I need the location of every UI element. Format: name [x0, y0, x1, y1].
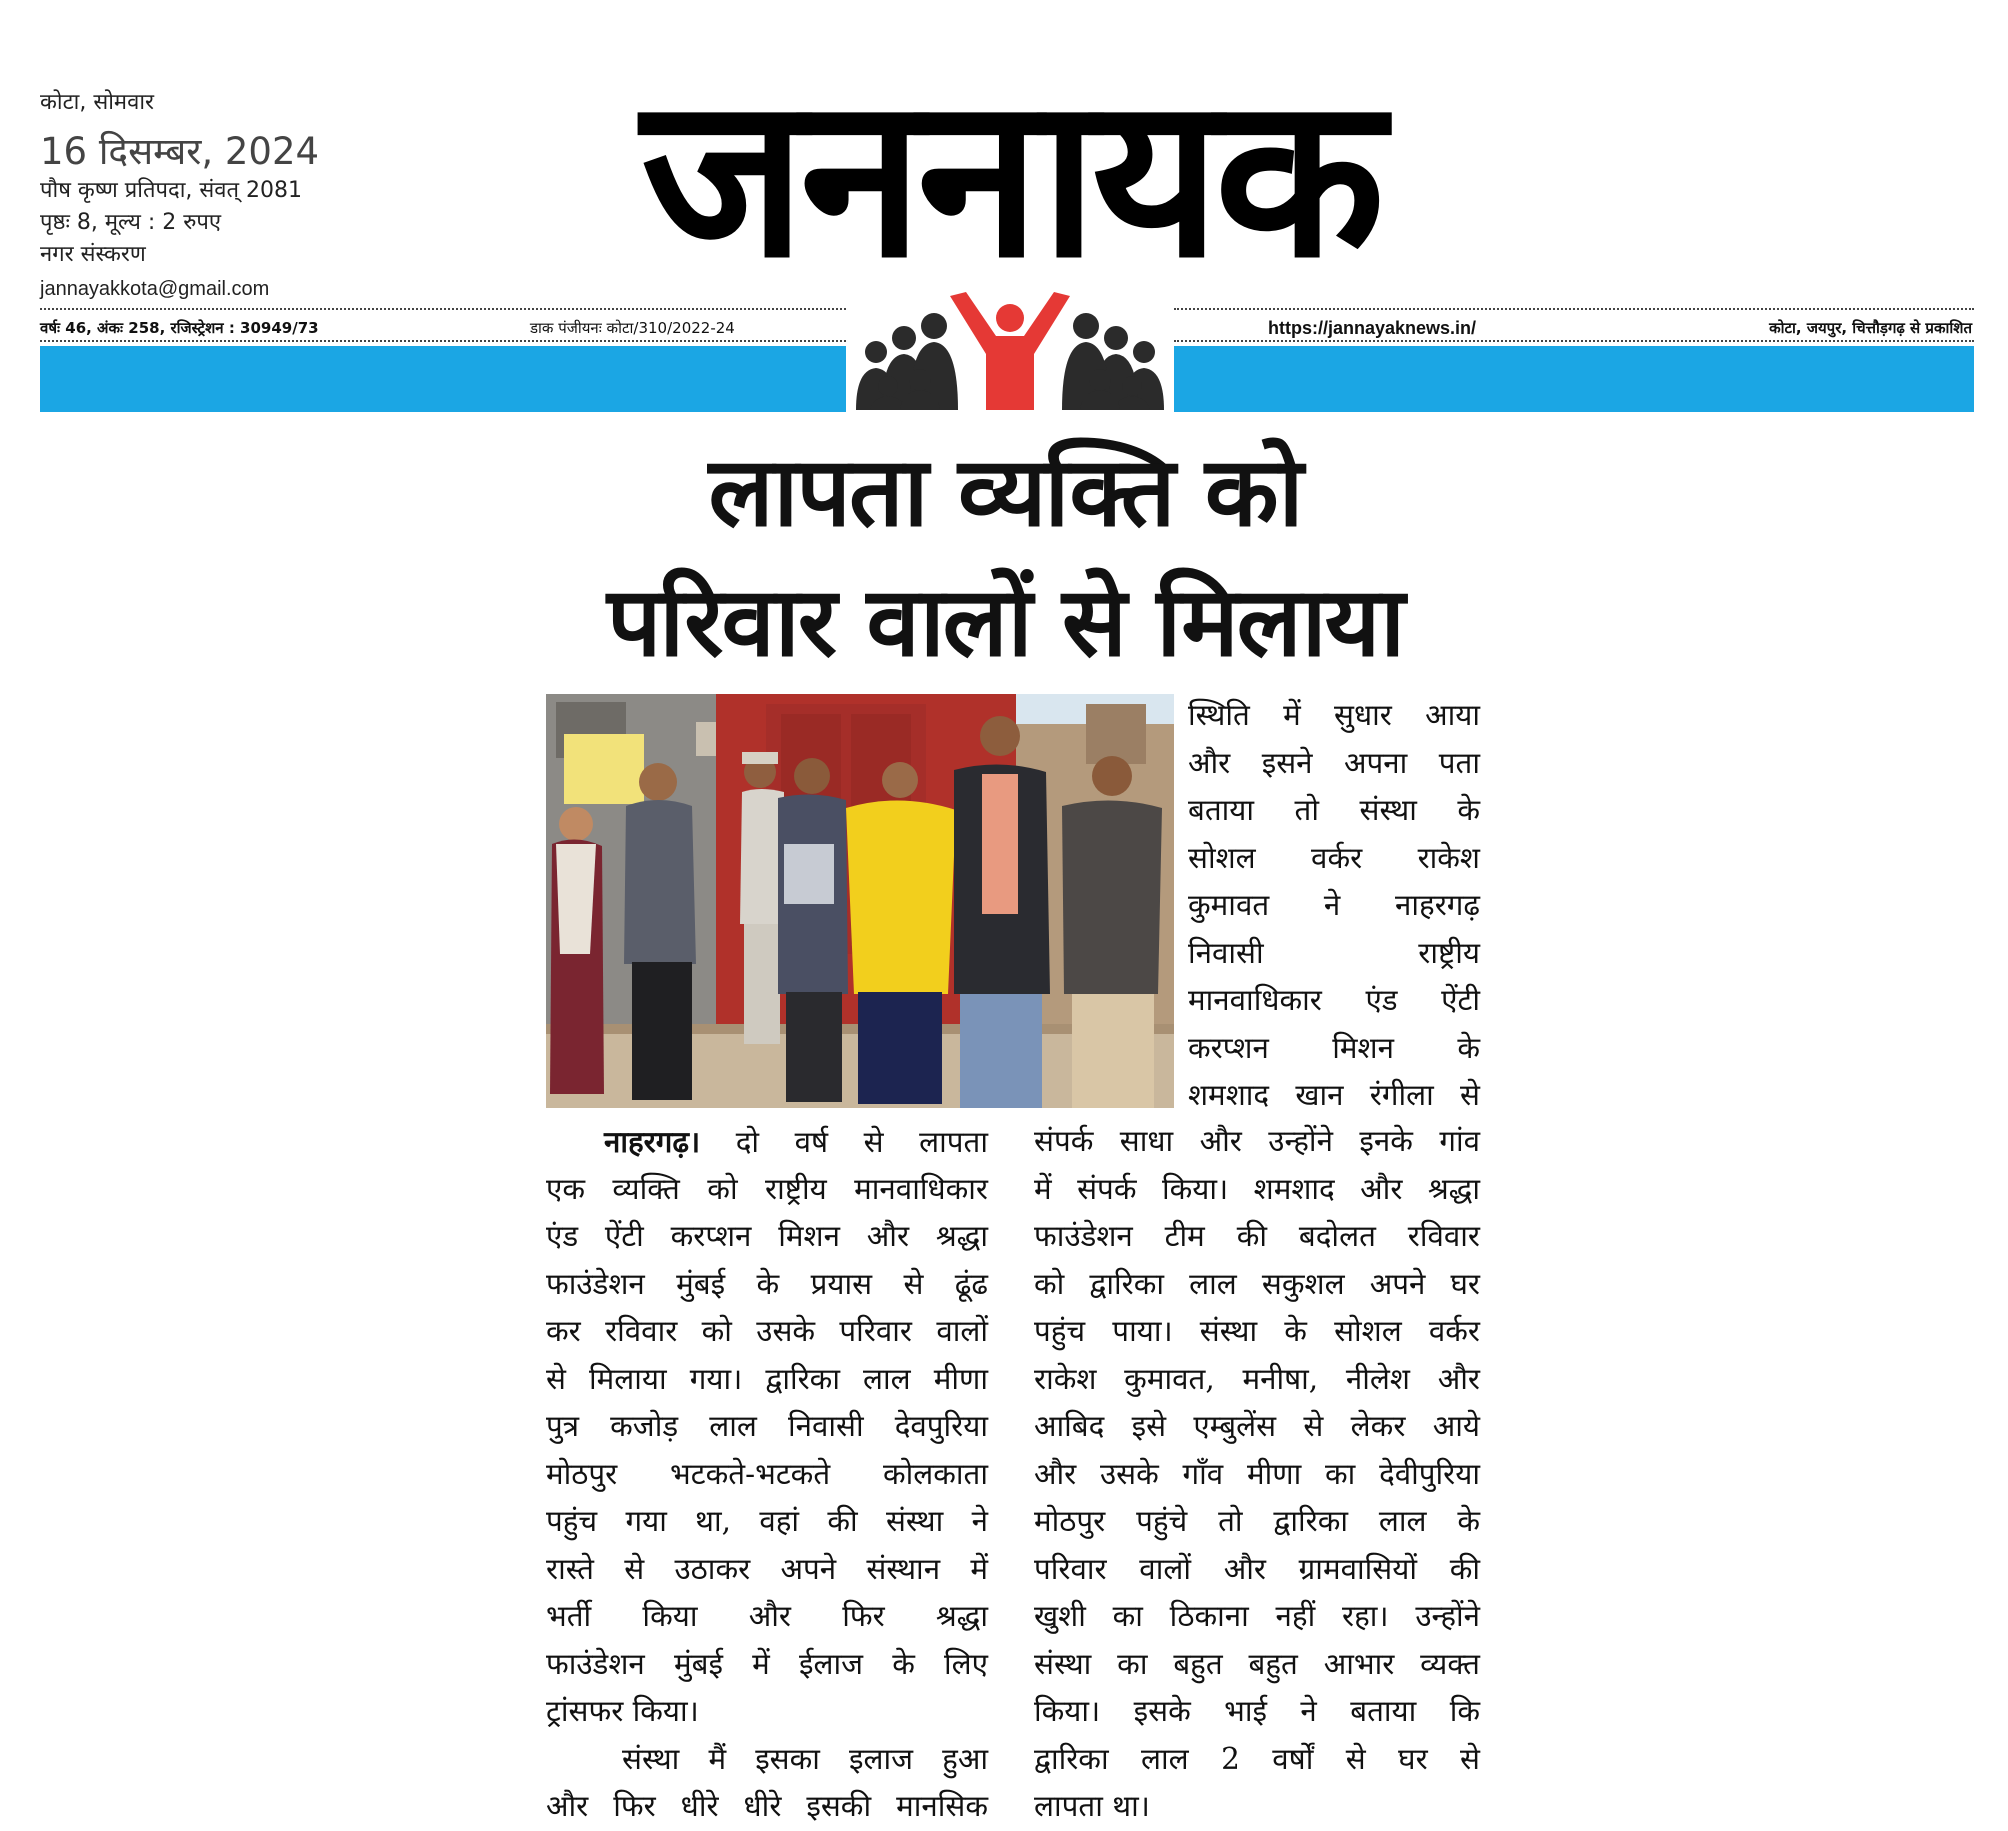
- text-line: खुशी का ठिकाना नहीं रहा। उन्होंने: [1034, 1599, 1480, 1633]
- text-line: मोठपुर पहुंचे तो द्वारिका लाल के: [1034, 1504, 1480, 1538]
- text-line: कर रविवार को उसके परिवार वालों: [546, 1314, 988, 1348]
- text-line: राकेश कुमावत, मनीषा, नीलेश और: [1034, 1361, 1480, 1396]
- text-line: एंड ऐंटी करप्शन मिशन और श्रद्धा: [546, 1219, 988, 1253]
- text-line: [546, 1118, 988, 1166]
- pages-price: पृष्ठः 8, मूल्य : 2 रुपए: [40, 210, 222, 235]
- published-from: कोटा, जयपुर, चित्तौड़गढ़ से प्रकाशित: [1769, 319, 1972, 337]
- email-address: jannayakkota@gmail.com: [40, 278, 270, 300]
- headline-line-1: लापता व्यक्ति को: [708, 436, 1302, 548]
- text-line: में संपर्क किया। शमशाद और श्रद्धा: [1034, 1171, 1480, 1206]
- text-line: पुत्र कजोड़ लाल निवासी देवपुरिया: [546, 1409, 988, 1443]
- text-line-rest: दो वर्ष से लापता: [700, 1125, 988, 1159]
- year-issue-registration: वर्षः 46, अंकः 258, रजिस्ट्रेशन : 30949/73: [40, 319, 319, 337]
- text-line: और उसके गाँव मीणा का देवीपुरिया: [1034, 1456, 1480, 1491]
- postal-registration: डाक पंजीयनः कोटा/310/2022-24: [530, 319, 735, 337]
- text-line: रास्ते से उठाकर अपने संस्थान में: [546, 1551, 988, 1586]
- city-day: कोटा, सोमवार: [40, 90, 155, 115]
- text-line: संस्था का बहुत बहुत आभार व्यक्त: [1034, 1646, 1480, 1681]
- group-photo: [546, 694, 1174, 1108]
- blue-band-left: [40, 346, 846, 412]
- text-line: फाउंडेशन टीम की बदोलत रविवार: [1034, 1219, 1480, 1253]
- text-line: संपर्क साधा और उन्होंने इनके गांव: [1034, 1124, 1480, 1158]
- masthead-title: जननायक: [492, 58, 1528, 270]
- text-line: कुमावत ने नाहरगढ़: [1188, 888, 1480, 922]
- text-line: को द्वारिका लाल सकुशल अपने घर: [1034, 1266, 1480, 1301]
- text-line: लापता था।: [1034, 1789, 1150, 1823]
- article-column-middle: [1034, 1118, 1480, 1831]
- text-line: शमशाद खान रंगीला से: [1188, 1078, 1480, 1112]
- text-line: द्वारिका लाल 2 वर्षों से घर से: [1034, 1741, 1480, 1776]
- text-line: करप्शन मिशन के: [1188, 1030, 1480, 1065]
- edition: नगर संस्करण: [40, 242, 146, 267]
- people-crowd-icon: [846, 290, 1174, 410]
- article-column-right-top: [1188, 692, 1480, 1120]
- article-column-left: [546, 1118, 988, 1831]
- issue-date: 16 दिसम्बर, 2024: [40, 130, 320, 173]
- text-line: आबिद इसे एम्बुलेंस से लेकर आये: [1034, 1409, 1480, 1443]
- panchang: पौष कृष्ण प्रतिपदा, संवत् 2081: [40, 178, 303, 203]
- dotted-rule: [40, 308, 846, 310]
- text-line: एक व्यक्ति को राष्ट्रीय मानवाधिकार: [546, 1171, 988, 1206]
- masthead: [492, 58, 1528, 270]
- text-line: ट्रांसफर किया।: [546, 1694, 699, 1728]
- text-line: भर्ती किया और फिर श्रद्धा: [546, 1599, 988, 1633]
- text-line: संस्था मैं इसका इलाज हुआ: [622, 1741, 988, 1776]
- dotted-rule: [1174, 340, 1974, 342]
- text-line: फाउंडेशन मुंबई के प्रयास से ढूंढ: [546, 1266, 988, 1301]
- dotted-rule: [1174, 308, 1974, 310]
- text-line: निवासी राष्ट्रीय: [1188, 935, 1480, 970]
- text-line: स्थिति में सुधार आया: [1188, 698, 1480, 732]
- text-line: पहुंच पाया। संस्था के सोशल वर्कर: [1034, 1314, 1480, 1348]
- text-line: पहुंच गया था, वहां की संस्था ने: [546, 1504, 988, 1538]
- text-line: बताया तो संस्था के: [1188, 793, 1480, 827]
- text-line: और इसने अपना पता: [1188, 745, 1480, 780]
- text-line: और फिर धीरे धीरे इसकी मानसिक: [546, 1789, 988, 1823]
- text-line: मोठपुर भटकते-भटकते कोलकाता: [546, 1456, 988, 1491]
- text-line: मानवाधिकार एंड ऐंटी: [1188, 983, 1480, 1017]
- text-line: सोशल वर्कर राकेश: [1188, 840, 1480, 875]
- text-line: परिवार वालों और ग्रामवासियों की: [1034, 1551, 1480, 1586]
- website-link[interactable]: https://jannayaknews.in/: [1268, 318, 1477, 338]
- text-line: से मिलाया गया। द्वारिका लाल मीणा: [546, 1361, 988, 1396]
- dotted-rule: [40, 340, 846, 342]
- text-line: फाउंडेशन मुंबई में ईलाज के लिए: [546, 1646, 988, 1681]
- blue-band-right: [1174, 346, 1974, 412]
- headline-line-2: परिवार वालों से मिलाया: [606, 566, 1404, 678]
- text-line: किया। इसके भाई ने बताया कि: [1034, 1694, 1480, 1728]
- dateline: नाहरगढ़।: [604, 1124, 701, 1159]
